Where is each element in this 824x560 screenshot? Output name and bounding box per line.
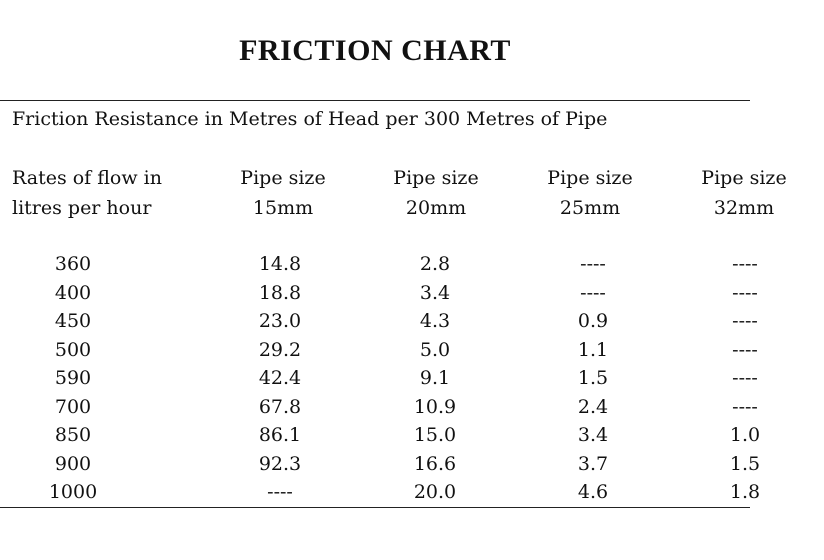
friction-value-cell: 3.7 [577, 452, 609, 475]
flow-rate-cell: 400 [54, 281, 92, 304]
flow-rate-cell: 450 [54, 310, 92, 332]
pipe-size-header-line: Pipe size [547, 167, 633, 189]
friction-value-cell: ---- [732, 338, 758, 361]
friction-value-cell: 1.5 [729, 452, 761, 475]
flow-rate-cell: 360 [54, 253, 92, 275]
friction-value-cell: 10.9 [413, 395, 457, 418]
pipe-size-header [203, 163, 363, 223]
pipe-size-header [664, 163, 824, 223]
pipe-size-header-line: 25mm [559, 197, 621, 219]
friction-value-cell: 86.1 [258, 424, 302, 446]
friction-value-cell: 3.4 [419, 281, 451, 304]
pipe-size-header-line: Pipe size [393, 167, 479, 189]
friction-value-cell: 1.8 [729, 481, 761, 503]
flow-rate-header-line: Rates of flow in [12, 167, 162, 189]
pipe-size-header-line: 15mm [252, 197, 314, 219]
friction-value-cell: 1.1 [577, 338, 609, 361]
friction-value-cell: 18.8 [258, 281, 302, 304]
friction-value-cell: 0.9 [577, 310, 609, 332]
friction-value-cell: 42.4 [258, 367, 302, 389]
pipe-size-header-line: 20mm [405, 197, 467, 219]
flow-rate-header-line: litres per hour [12, 197, 152, 219]
friction-value-cell: 16.6 [413, 452, 457, 475]
friction-value-cell: 2.4 [577, 395, 609, 418]
friction-value-cell: 2.8 [419, 253, 451, 275]
friction-value-cell: ---- [580, 281, 606, 304]
friction-value-cell: ---- [580, 253, 606, 275]
friction-value-cell: 9.1 [419, 367, 451, 389]
friction-value-cell: 29.2 [258, 338, 302, 361]
friction-value-cell: 3.4 [577, 424, 609, 446]
pipe-size-header [510, 163, 670, 223]
friction-value-cell: 15.0 [413, 424, 457, 446]
friction-value-cell: 23.0 [258, 310, 302, 332]
pipe-size-header [356, 163, 516, 223]
table-subtitle: Friction Resistance in Metres of Head per 300 Metres of Pipe [12, 108, 608, 130]
friction-value-cell: 4.6 [577, 481, 609, 503]
top-rule [0, 100, 750, 101]
friction-value-cell: 1.0 [729, 424, 761, 446]
chart-title: FRICTION CHART [239, 34, 511, 67]
flow-rate-cell: 1000 [48, 481, 98, 503]
friction-value-cell: 20.0 [413, 481, 457, 503]
friction-value-cell: ---- [732, 395, 758, 418]
friction-value-cell: 1.5 [577, 367, 609, 389]
friction-value-cell: 67.8 [258, 395, 302, 418]
friction-value-cell: 14.8 [258, 253, 302, 275]
pipe-size-header-line: 32mm [713, 197, 775, 219]
pipe-size-header-line: Pipe size [240, 167, 326, 189]
flow-rate-cell: 850 [54, 424, 92, 446]
friction-value-cell: ---- [732, 367, 758, 389]
friction-value-cell: 5.0 [419, 338, 451, 361]
flow-rate-cell: 900 [54, 452, 92, 475]
friction-value-cell: ---- [732, 253, 758, 275]
friction-value-cell: ---- [732, 310, 758, 332]
friction-value-cell: 92.3 [258, 452, 302, 475]
flow-rate-header [12, 163, 162, 223]
flow-rate-cell: 590 [54, 367, 92, 389]
flow-rate-cell: 700 [54, 395, 92, 418]
bottom-rule [0, 507, 750, 508]
friction-value-cell: ---- [267, 481, 293, 503]
friction-value-cell: ---- [732, 281, 758, 304]
pipe-size-header-line: Pipe size [701, 167, 787, 189]
friction-value-cell: 4.3 [419, 310, 451, 332]
flow-rate-cell: 500 [54, 338, 92, 361]
